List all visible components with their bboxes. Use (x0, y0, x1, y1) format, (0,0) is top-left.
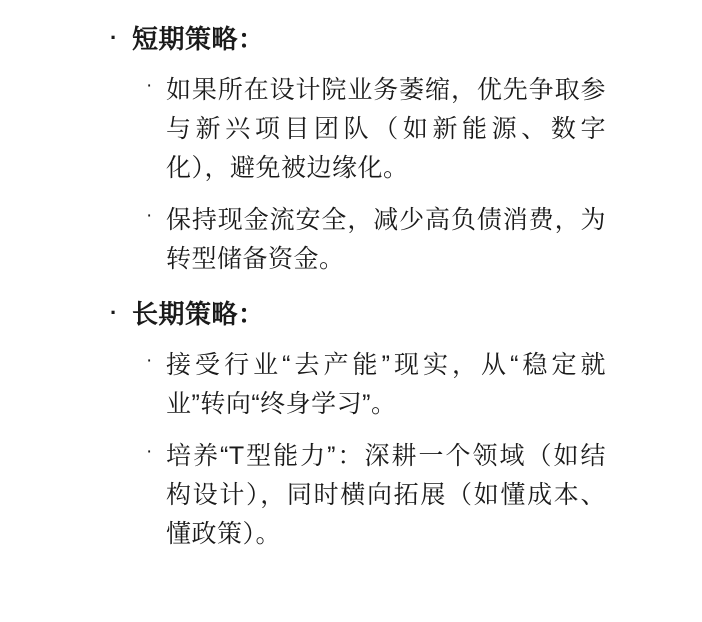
list-item (146, 437, 662, 553)
section-long-term (110, 297, 662, 554)
section-heading-short-term (110, 22, 662, 57)
bullet-icon: · (146, 441, 153, 463)
section-short-term (110, 22, 662, 279)
list-item (146, 201, 662, 279)
list-item-text: 培养“T型能力”：深耕一个领域（如结构设计），同时横向拓展（如懂成本、懂政策）。 (166, 442, 606, 548)
section-heading-text: 长期策略： (132, 298, 265, 329)
section-heading-long-term (110, 297, 662, 332)
list-item-text: 如果所在设计院业务萎缩，优先争取参与新兴项目团队（如新能源、数字化），避免被边缘化。 (166, 76, 606, 182)
list-short-term (110, 71, 662, 279)
list-long-term (110, 346, 662, 554)
list-item (146, 71, 662, 187)
bullet-icon: · (146, 349, 153, 371)
list-item-text: 保持现金流安全，减少高负债消费，为转型储备资金。 (166, 206, 606, 274)
section-heading-text: 短期策略： (132, 24, 265, 54)
bullet-icon: · (110, 299, 118, 325)
bullet-icon: · (146, 205, 153, 227)
list-item (146, 346, 662, 424)
bullet-icon: · (146, 75, 153, 97)
bullet-icon: · (110, 25, 118, 50)
list-item-text: 接受行业“去产能”现实，从“稳定就业”转向“终身学习”。 (166, 350, 606, 418)
